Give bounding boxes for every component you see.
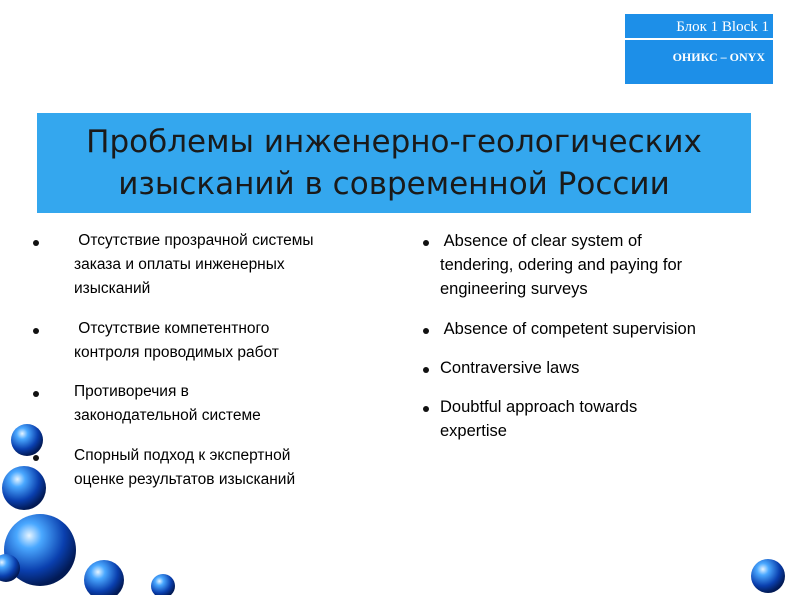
title-band (37, 113, 751, 213)
sphere-icon (0, 554, 20, 582)
item-text: Отсутствие прозрачной системы (74, 232, 314, 249)
item-text: expertise (440, 422, 507, 440)
sphere-icon (151, 574, 175, 595)
bullet-icon (423, 240, 429, 246)
item-text: заказа и оплаты инженерных (74, 256, 285, 273)
title-line-2: изысканий в современной России (118, 166, 670, 202)
item-text: engineering surveys (440, 280, 588, 298)
item-text: Противоречия в (74, 383, 189, 400)
bullet-icon (423, 367, 429, 373)
bullet-icon (423, 328, 429, 334)
item-text: tendering, odering and paying for (440, 256, 683, 274)
item-text: оценке результатов изысканий (74, 471, 296, 488)
block-label: Блок 1 Block 1 (625, 14, 773, 40)
bullet-icon (33, 328, 39, 334)
bullet-icon (423, 406, 429, 412)
block-badge (625, 14, 773, 84)
item-text: контроля проводимых работ (74, 344, 279, 361)
item-text: Doubtful approach towards (440, 398, 638, 416)
item-text: изысканий (74, 280, 151, 297)
sphere-icon (2, 466, 46, 510)
sphere-icon (4, 514, 76, 586)
bullet-icon (33, 455, 39, 461)
company-name: ОНИКС – ONYX (672, 50, 765, 64)
item-text: Absence of competent supervision (440, 320, 696, 338)
item-text: Спорный подход к экспертной (74, 447, 291, 464)
item-text: Отсутствие компетентного (74, 320, 270, 337)
item-text: законодательной системе (74, 407, 261, 424)
item-text: Absence of clear system of (440, 232, 642, 250)
sphere-icon (84, 560, 124, 595)
sphere-icon (11, 424, 43, 456)
item-text: Contraversive laws (440, 359, 580, 377)
page-title (44, 121, 744, 205)
bullet-icon (33, 391, 39, 397)
bullet-icon (33, 240, 39, 246)
sphere-icon (751, 559, 785, 593)
title-line-1: Проблемы инженерно-геологических (86, 124, 702, 160)
